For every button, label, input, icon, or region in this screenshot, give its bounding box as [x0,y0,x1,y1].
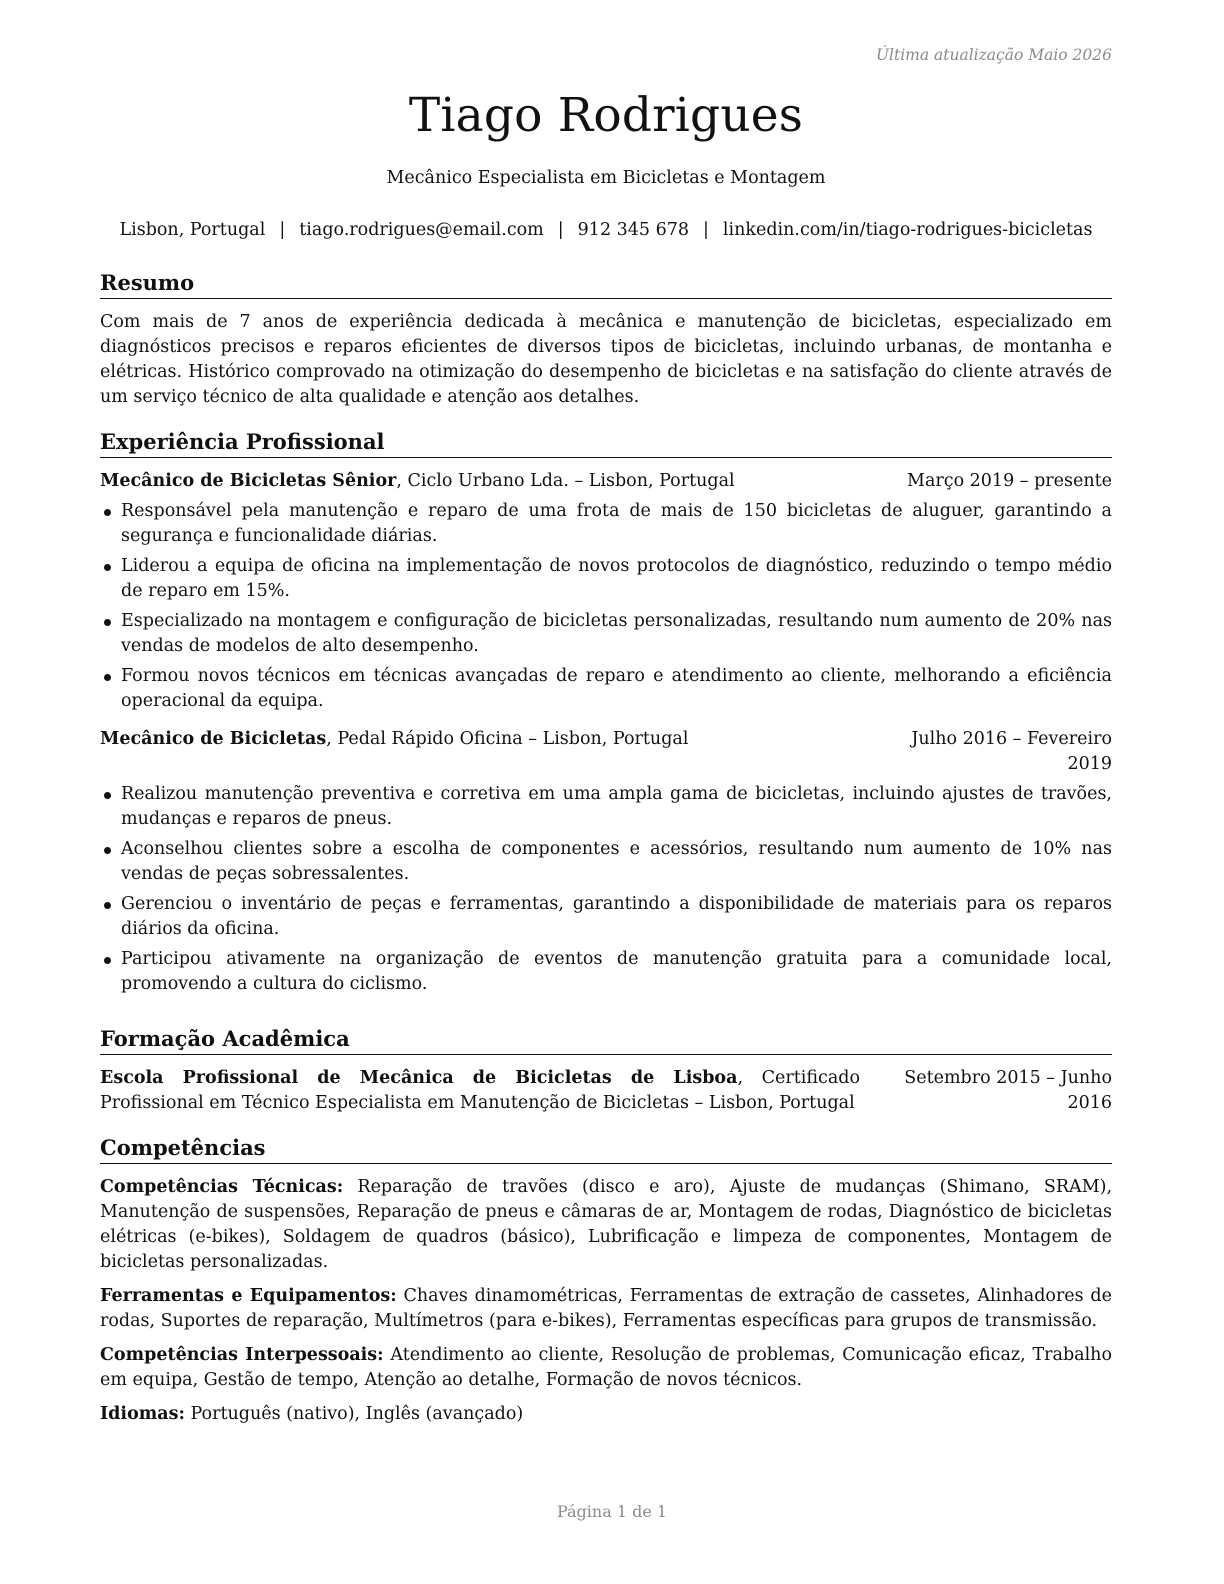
job-header [100,727,1112,777]
job-entry [100,727,1112,997]
job-bullet: Participou ativamente na organização de eventos de manutenção gratuita para a comunidade local, promovendo a cultura do ciclismo. [100,947,1112,997]
job-dates: Março 2019 – presente [907,471,1112,491]
page-number: Página 1 de 1 [556,1502,668,1521]
job-role-company [100,469,735,494]
skill-group-tools [100,1284,1112,1334]
skill-group-technical [100,1175,1112,1275]
job-company: , Pedal Rápido Oficina – Lisbon, Portugal [326,729,689,749]
job-role: Mecânico de Bicicletas Sênior [100,471,397,491]
skill-label: Competências Interpessoais: [100,1345,384,1365]
contact-line [100,220,1112,240]
skill-group-languages [100,1402,1112,1427]
contact-separator: | [279,220,286,240]
job-header [100,469,1112,494]
experience-section [100,429,1112,1002]
job-bullet: Especializado na montagem e configuração de bicicletas personalizadas, resultando num aumento de 20% nas vendas de modelos de alto desempenho. [100,609,1112,659]
section-title-skills: Competências [100,1135,1112,1164]
skill-label: Idiomas: [100,1404,185,1424]
section-title-experience: Experiência Profissional [100,429,1112,458]
job-bullet: Realizou manutenção preventiva e corretiva em uma ampla gama de bicicletas, incluindo ajustes de travões, mudanças e reparos de pneus. [100,782,1112,832]
education-detail: , Certificado Profissional em Técnico Especialista em Manutenção de Bicicletas – Lisbon, Portugal [100,1068,860,1113]
summary-section [100,270,1112,410]
job-company: , Ciclo Urbano Lda. – Lisbon, Portugal [396,471,735,491]
skill-label: Ferramentas e Equipamentos: [100,1286,397,1306]
education-entry [100,1066,1112,1116]
contact-separator: | [557,220,564,240]
skill-label: Competências Técnicas: [100,1177,344,1197]
education-section [100,1026,1112,1116]
resume-page [100,0,1112,1584]
candidate-name: Tiago Rodrigues [408,88,804,143]
last-updated: Última atualização Maio 2026 [875,46,1112,64]
job-dates: Julho 2016 – Fevereiro 2019 [911,729,1112,774]
education-school-detail [100,1066,860,1116]
skill-text: Português (nativo), Inglês (avançado) [184,1404,524,1424]
contact-separator: | [703,220,709,240]
skill-text: Chaves dinamométricas, Ferramentas de extração de cassetes, Alinhadores de rodas, Suportes de reparação, Multímetros (para e-bikes), Ferramentas específicas para grupos de transmissão. [100,1286,1112,1331]
job-bullet: Responsável pela manutenção e reparo de uma frota de mais de 150 bicicletas de aluguer, garantindo a segurança e funcionalidade diárias. [100,499,1112,549]
summary-text: Com mais de 7 anos de experiência dedicada à mecânica e manutenção de bicicletas, especializado em diagnósticos precisos e reparos eficientes de diversos tipos de bicicletas, incluindo urbanas, de montanha e elétricas. Histórico comprovado na otimização do desempenho de bicicletas e na satisfação do cliente através de um serviço técnico de alta qualidade e atenção aos detalhes. [100,312,1112,407]
job-bullet: Formou novos técnicos em técnicas avançadas de reparo e atendimento ao cliente, melhorando a eficiência operacional da equipa. [100,664,1112,714]
contact-linkedin[interactable]: linkedin.com/in/tiago-rodrigues-bicicletas [722,220,1093,240]
job-bullets [100,499,1112,714]
job-bullet: Aconselhou clientes sobre a escolha de componentes e acessórios, resultando num aumento de 10% nas vendas de peças sobressalentes. [100,837,1112,887]
contact-email[interactable]: tiago.rodrigues@email.com [299,220,544,240]
job-bullet: Liderou a equipa de oficina na implementação de novos protocolos de diagnóstico, reduzindo o tempo médio de reparo em 15%. [100,554,1112,604]
section-title-summary: Resumo [100,270,1112,299]
skills-section [100,1135,1112,1436]
section-title-education: Formação Acadêmica [100,1026,1112,1055]
contact-location: Lisbon, Portugal [119,220,266,240]
candidate-headline: Mecânico Especialista em Bicicletas e Montagem [386,168,826,188]
job-entry [100,469,1112,714]
skill-text: Reparação de travões (disco e aro), Ajuste de mudanças (Shimano, SRAM), Manutenção de suspensões, Reparação de pneus e câmaras de ar, Montagem de rodas, Diagnóstico de bicicletas elétricas (e-bikes), Soldagem de quadros (básico), Lubrificação e limpeza de componentes, Montagem de bicicletas personalizadas. [100,1177,1113,1272]
education-school: Escola Profissional de Mecânica de Bicicletas de Lisboa [100,1068,738,1088]
contact-phone: 912 345 678 [577,220,690,240]
education-dates: Setembro 2015 – Junho 2016 [904,1068,1112,1113]
job-bullets [100,782,1112,997]
skill-group-interpersonal [100,1343,1112,1393]
job-bullet: Gerenciou o inventário de peças e ferramentas, garantindo a disponibilidade de materiais para os reparos diários da oficina. [100,892,1112,942]
job-role: Mecânico de Bicicletas [100,729,327,749]
skill-text: Atendimento ao cliente, Resolução de problemas, Comunicação eficaz, Trabalho em equipa, Gestão de tempo, Atenção ao detalhe, Formação de novos técnicos. [100,1345,1112,1390]
job-role-company [100,727,688,752]
